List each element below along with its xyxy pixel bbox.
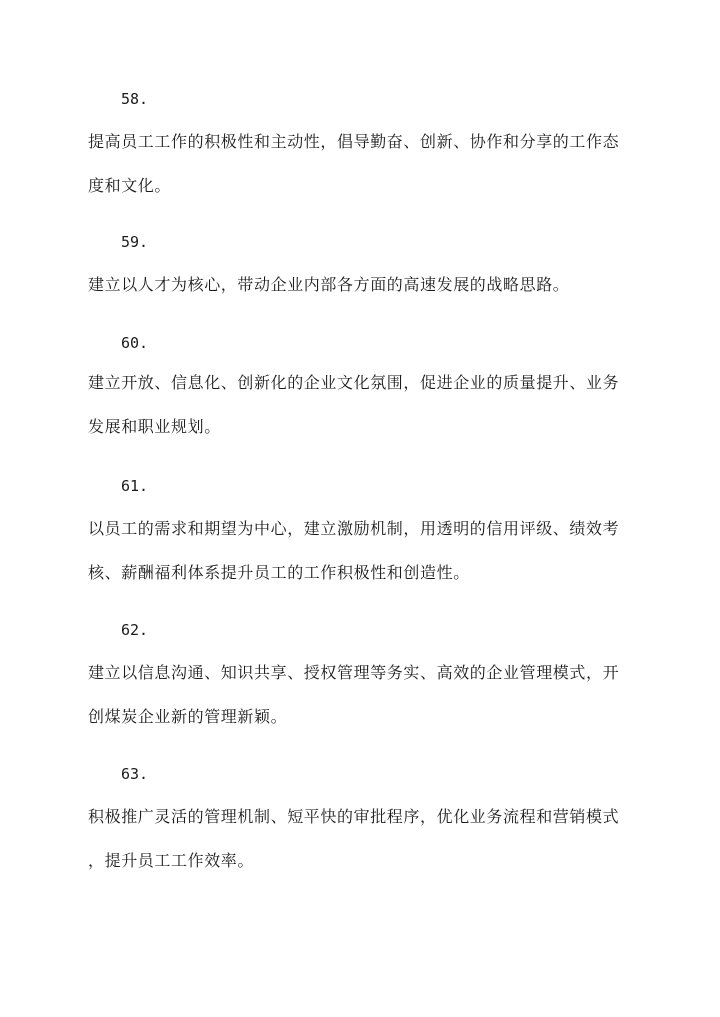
item-text-line: 发展和职业规划。 [88, 417, 221, 436]
item-text-line: 建立以人才为核心，带动企业内部各方面的高速发展的战略思路。 [88, 275, 570, 294]
item-text-line: 创煤炭企业新的管理新颖。 [88, 707, 288, 726]
item-text-line: 以员工的需求和期望为中心，建立激励机制，用透明的信用评级、绩效考 [88, 519, 620, 538]
item-text-line: 提高员工工作的积极性和主动性，倡导勤奋、创新、协作和分享的工作态 [88, 132, 620, 151]
item-text-line: 度和文化。 [88, 176, 172, 195]
item-number: 61. [121, 477, 149, 495]
item-text-line: 核、薪酬福利体系提升员工的工作积极性和创造性。 [88, 563, 470, 582]
item-text-line: 建立以信息沟通、知识共享、授权管理等务实、高效的企业管理模式，开 [88, 663, 620, 682]
item-number: 58. [121, 90, 149, 108]
item-number: 60. [121, 334, 149, 352]
item-text-line: 积极推广灵活的管理机制、短平快的审批程序，优化业务流程和营销模式 [88, 807, 620, 826]
item-text-line: 建立开放、信息化、创新化的企业文化氛围，促进企业的质量提升、业务 [88, 373, 620, 392]
item-number: 59. [121, 233, 149, 251]
item-number: 63. [121, 765, 149, 783]
item-text-line: ，提升员工工作效率。 [88, 851, 255, 870]
item-number: 62. [121, 621, 149, 639]
